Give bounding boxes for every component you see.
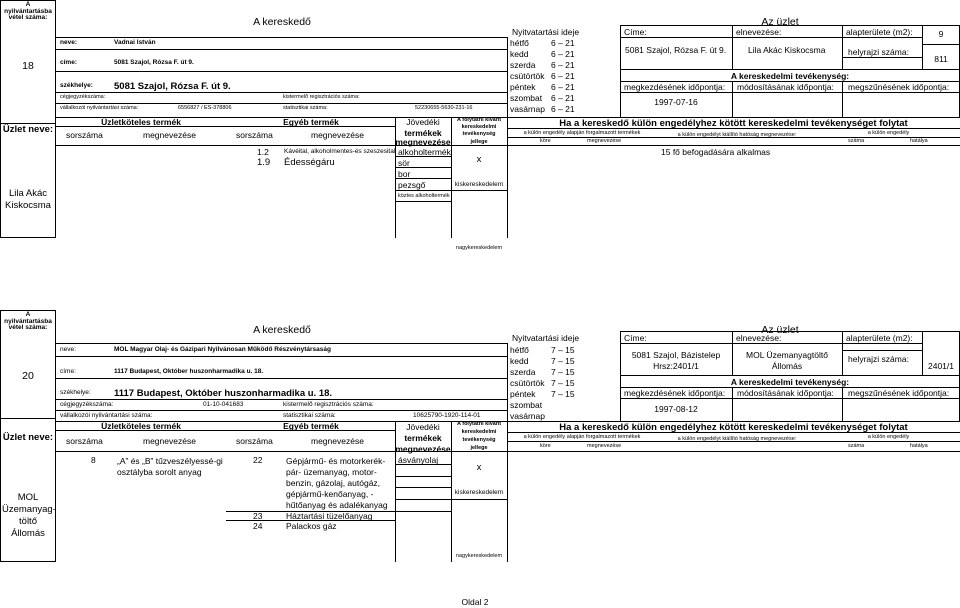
designation-header-2: megnevezése (311, 130, 364, 140)
area-value: 9 (938, 29, 944, 39)
goods-name-6: Palackos gáz (286, 521, 337, 531)
plot-no-label: helyrajzi száma: (848, 47, 909, 57)
hours-thu: 6 – 21 (551, 71, 575, 81)
serial-header-3: sorszáma (66, 436, 103, 446)
goods-name-5: Háztartási tüzelőanyag (286, 511, 373, 521)
goods-name: Kávéital, alkoholmentes-és szeszesital (284, 148, 396, 155)
activity-word-label-2: tevékenység (462, 437, 496, 443)
end-date-label-2: megszűnésének időpontja: (848, 388, 950, 398)
merchant-address: 5081 Szajol, Rózsa F. út 9. (114, 59, 194, 66)
designation-label-4: megnevezése (587, 443, 622, 449)
company-reg-no-2: 01-10-041683 (203, 401, 244, 408)
permit-header: Ha a kereskedő külön engedélyhez kötött kereskedelmi tevékenységet folytat (559, 118, 908, 129)
excise-item-3: bor (398, 169, 411, 179)
seat-label: székhelye: (60, 82, 93, 89)
day-tue-2: kedd (510, 356, 529, 366)
commercial-label: kereskedelmi (461, 124, 497, 130)
start-date-label: megkezdésének időpontja: (624, 82, 726, 92)
craftsman-reg-label: kistermelő regisztrációs száma: (283, 94, 360, 100)
shop-header: Az üzlet (761, 16, 799, 28)
excise-label-2: Jövedéki (406, 422, 440, 432)
designation-label: megnevezése (395, 137, 451, 147)
designation-label-2: megnevezése (587, 138, 622, 144)
hours-fri-2: 7 – 15 (551, 389, 575, 399)
shop-name-label-2: elnevezése: (736, 333, 782, 343)
day-fri-2: péntek (510, 389, 536, 399)
shop-address-label: Címe: (624, 27, 647, 37)
registry-no: 18 (22, 60, 34, 72)
goods-header: Üzletköteles termék (101, 117, 181, 127)
name-label-2: neve: (60, 346, 76, 353)
area-label-2: alapterülete (m2): (846, 333, 913, 343)
shop-name-label: elnevezése: (736, 27, 782, 37)
permit-goods-label: a külön engedély alapján forgalmazott termékek (523, 130, 641, 136)
shop-name-2b: Állomás (771, 361, 803, 371)
address-label: címe: (60, 59, 77, 66)
start-date: 1997-07-16 (654, 97, 698, 107)
designation-header-4: megnevezése (311, 436, 364, 446)
designation-label-3: megnevezése (395, 444, 451, 454)
craftsman-reg-label-2: kistermelő regisztrációs száma: (283, 401, 374, 408)
entrepreneur-no: 6556827 / ES-378806 (178, 105, 232, 111)
day-sat: szombat (510, 93, 543, 103)
goods-no: 1.2 (257, 147, 269, 157)
stat-no: 52230655-5630-231-16 (415, 105, 473, 111)
retail-label: kiskereskedelem (454, 181, 504, 188)
day-thu-2: csütörtök (510, 378, 545, 388)
shop-header-2: Az üzlet (761, 324, 799, 336)
hours-thu-2: 7 – 15 (551, 378, 575, 388)
permit-goods-label-2: a külön engedély alapján forgalmazott termékek (523, 434, 641, 440)
shop-name: Lila Akác Kiskocsma (748, 45, 826, 55)
registry-no-label: A nyilvántartásba vétel száma: (4, 1, 52, 21)
goods-header-2: Üzletköteles termék (101, 421, 181, 431)
end-date-label: megszűnésének időpontja: (848, 82, 950, 92)
merchant-name: Vadnai István (114, 39, 156, 46)
merchant-header: A kereskedő (253, 16, 311, 28)
hours-mon: 6 – 21 (551, 38, 575, 48)
activity-label: A kereskedelmi tevékenység: (730, 71, 850, 81)
shop-name-left-label: Üzlet neve: (2, 124, 54, 135)
wholesale-label-2: nagykereskedelem (455, 553, 503, 559)
serial-header-4: sorszáma (236, 436, 273, 446)
excise-item-5: köztes alkoholtermék (398, 193, 450, 199)
permit-scope-value: 15 fő befogadására alkalmas (661, 147, 771, 157)
merchant-seat: 5081 Szajol, Rózsa F. út 9. (114, 81, 231, 92)
plot-no-2: 2401/1 (928, 361, 954, 371)
day-tue: kedd (510, 49, 529, 59)
number-label: száma (848, 138, 865, 144)
hours-tue: 6 – 21 (551, 49, 575, 59)
plot-no-label-2: helyrajzi száma: (848, 354, 909, 364)
shop-name-left-2: MOL Üzemanyag-töltő Állomás (2, 492, 56, 539)
address-label-2: címe: (60, 368, 76, 375)
entrepreneur-no-label-2: vállalkozói nyilvántartási száma: (60, 412, 153, 419)
merchant-name-2: MOL Magyar Olaj- és Gázipari Nyilvánosan Működő Részvénytársaság (114, 346, 331, 353)
goods-name-4: Gépjármű- és motorkerék-pár- üzemanyag, motor-benzin, gázolaj, autógáz, gépjármű-kenőanyag, - hűtőanyag és adalékanyag (286, 456, 388, 511)
goods-no-6: 24 (253, 521, 263, 531)
day-wed: szerda (510, 60, 536, 70)
hours-mon-2: 7 – 15 (551, 345, 575, 355)
plot-no: 811 (934, 54, 948, 64)
hours-sun: 6 – 21 (551, 104, 575, 114)
activity-label-2: A kereskedelmi tevékenység: (730, 377, 850, 387)
hours-tue-2: 7 – 15 (551, 356, 575, 366)
permit-label-2: a külön engedély (867, 434, 910, 440)
excise-item-4: pezsgő (398, 180, 426, 190)
hours-sat: 6 – 21 (551, 93, 575, 103)
retail-label-2: kiskereskedelem (454, 489, 504, 496)
opening-hours-label: Nyitvatartási ideje (512, 27, 580, 37)
entrepreneur-no-label: vállalkozói nyilvántartási száma: (60, 105, 139, 111)
other-goods-header-2: Egyéb termék (283, 421, 339, 431)
stat-no-2: 10625790-1920-114-01 (413, 412, 481, 419)
stat-no-label: statisztikai száma: (283, 105, 328, 111)
shop-address-2: 5081 Szajol, Bázistelep (631, 350, 721, 360)
day-sat-2: szombat (510, 400, 543, 410)
shop-name-2: MOL Üzemanyagtöltő (746, 350, 828, 360)
day-thu: csütörtök (510, 71, 545, 81)
excise-item: alkoholtermék (398, 147, 451, 157)
hours-wed: 6 – 21 (551, 60, 575, 70)
goods-no-2: 1.9 (257, 157, 271, 168)
permit-header-2: Ha a kereskedő külön engedélyhez kötött kereskedelmi tevékenységet folytat (559, 422, 908, 433)
permit-authority-label: a külön engedélyt kiállító hatóság megnevezése: (677, 132, 797, 138)
change-date-label-2: módosításának időpontja: (737, 388, 834, 398)
registry-no-label-2: A nyilvántartásba vétel száma: (4, 311, 52, 331)
shop-address-2b: Hrsz:2401/1 (653, 361, 699, 371)
company-reg-label: cégjegyzékszáma: (60, 94, 106, 100)
goods-name-2: Édességáru (284, 157, 335, 168)
merchant-header-2: A kereskedő (253, 324, 311, 336)
scope-label: köre (540, 138, 551, 144)
goods-no-3: 8 (91, 455, 96, 465)
validity-label-2: hatálya (910, 443, 928, 449)
scope-label-2: köre (540, 443, 551, 449)
permit-authority-label-2: a külön engedélyt kiállító hatóság megnevezése: (677, 436, 797, 442)
company-reg-label-2: cégjegyzékszáma: (60, 401, 114, 408)
hours-fri: 6 – 21 (551, 82, 575, 92)
stat-no-label-2: statisztikai száma: (283, 412, 336, 419)
day-sun: vasárnap (510, 104, 545, 114)
other-goods-header: Egyéb termék (283, 117, 339, 127)
retail-mark: x (476, 154, 482, 165)
products-label-2: termékek (404, 433, 442, 443)
required-label: A folytatni kívánt (456, 117, 502, 123)
seat-label-2: székhelye: (60, 389, 91, 396)
serial-header: sorszáma (66, 130, 103, 140)
excise-item-2: sör (398, 158, 410, 168)
page-number: Oldal 2 (461, 597, 489, 607)
serial-header-2: sorszáma (236, 130, 273, 140)
nature-label-2: jellege (470, 445, 488, 451)
designation-header-3: megnevezése (143, 436, 196, 446)
start-date-2: 1997-08-12 (654, 404, 698, 414)
retail-mark-2: x (476, 462, 482, 473)
shop-name-left: Lila Akác Kiskocsma (5, 188, 51, 211)
products-label: termékek (404, 128, 442, 138)
goods-no-4: 22 (253, 455, 263, 465)
merchant-seat-2: 1117 Budapest, Október huszonharmadika u. 18. (114, 388, 333, 399)
excise-label: Jövedéki (406, 117, 440, 127)
day-mon: hétfő (510, 38, 529, 48)
shop-address-label-2: Címe: (624, 333, 647, 343)
goods-name-3: „A” és „B” tűzveszélyessé-gi osztályba sorolt anyag (117, 456, 223, 478)
area-label: alapterülete (m2): (846, 27, 913, 37)
wholesale-label: nagykereskedelem (455, 245, 503, 251)
commercial-label-2: kereskedelmi (461, 429, 497, 435)
opening-hours-label-2: Nyitvatartási ideje (512, 333, 580, 343)
required-label-2: A folytatni kívánt (456, 421, 502, 427)
number-label-2: száma (848, 443, 865, 449)
permit-label: a külön engedély (867, 130, 910, 136)
validity-label: hatálya (910, 138, 928, 144)
activity-word-label: tevékenység (462, 131, 496, 137)
change-date-label: módosításának időpontja: (737, 82, 834, 92)
excise-item-6: ásványolaj (398, 455, 439, 465)
shop-name-left-label-2: Üzlet neve: (2, 432, 54, 443)
start-date-label-2: megkezdésének időpontja: (624, 388, 726, 398)
registry-no-2: 20 (22, 370, 34, 382)
name-label: neve: (60, 39, 77, 46)
nature-label: jellege (470, 139, 488, 145)
day-mon-2: hétfő (510, 345, 529, 355)
day-sun-2: vasárnap (510, 411, 545, 421)
hours-wed-2: 7 – 15 (551, 367, 575, 377)
shop-address: 5081 Szajol, Rózsa F. út 9. (625, 45, 727, 55)
designation-header: megnevezése (143, 130, 196, 140)
day-fri: péntek (510, 82, 536, 92)
day-wed-2: szerda (510, 367, 536, 377)
goods-no-5: 23 (253, 511, 263, 521)
merchant-address-2: 1117 Budapest, Október huszonharmadika u. 18. (114, 368, 264, 375)
